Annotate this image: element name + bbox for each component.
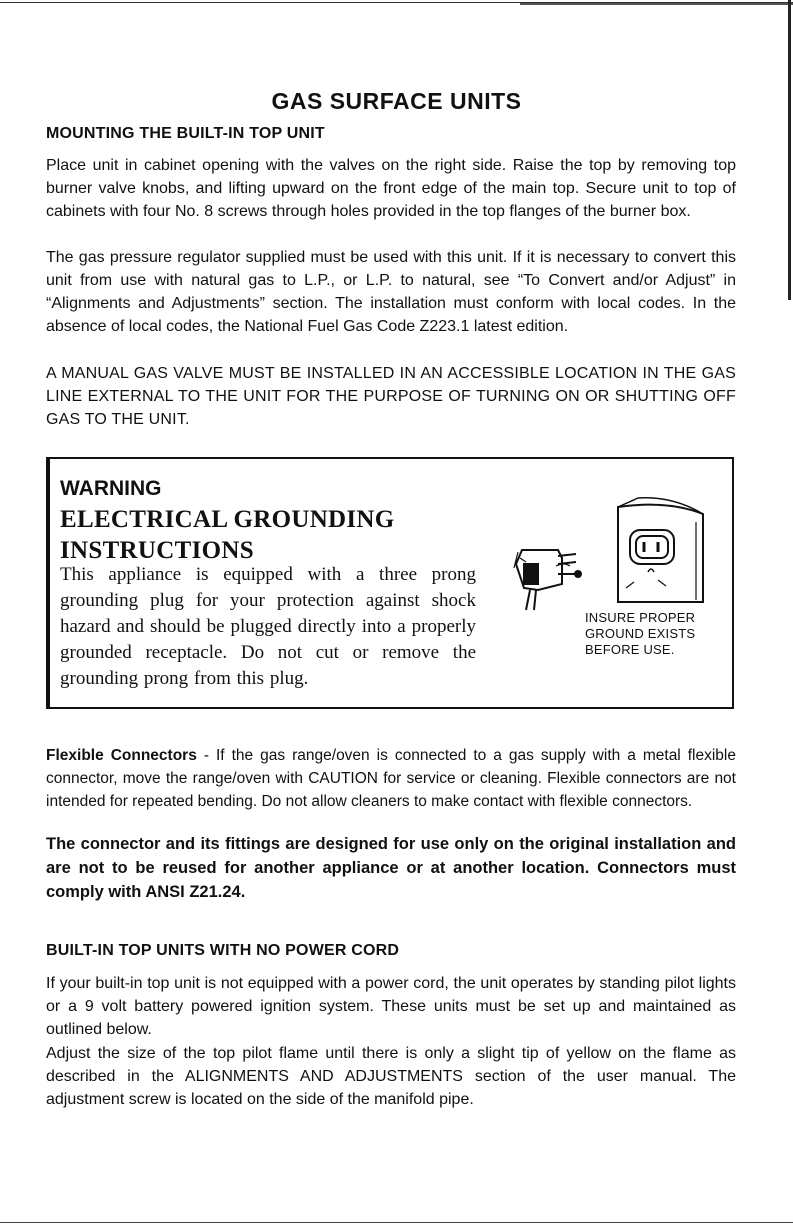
grounded-receptacle-icon <box>618 498 703 602</box>
flexible-connectors-text: - If the gas range/oven is connected to a gas supply with a metal flexible connector, move the range/oven with CAUTION for service or cleaning. Flexible connectors are not intended for repeated bending. Do not allow cleaners to make contact with flexible connectors. <box>46 747 736 810</box>
flexible-connectors-paragraph <box>46 744 736 813</box>
mounting-paragraph-2: The gas pressure regulator supplied must be used with this unit. If it is necessary to convert this unit from use with natural gas to L.P., or L.P. to natural, see “To Convert and/or Adjust” in “Alignments and Adjustments” section. The installation must conform with local codes. In the absence of local codes, the National Fuel Gas Code Z223.1 latest edition. <box>46 249 736 335</box>
mounting-paragraph-1: Place unit in cabinet opening with the valves on the right side. Raise the top by removing top burner valve knobs, and lifting upward on the front edge of the main top. Secure unit to top of cabinets with four No. 8 screws through holes provided in the top flanges of the burner box. <box>46 157 736 220</box>
top-border-accent <box>520 3 793 5</box>
bottom-border-line <box>0 1222 793 1223</box>
warning-body: This appliance is equipped with a three prong grounding plug for your protection against shock hazard and should be plugged directly into a properly grounded receptacle. Do not cut or remove the grounding prong from this plug. <box>60 564 476 689</box>
warning-label: WARNING <box>60 477 162 500</box>
flexible-connectors-lead: Flexible Connectors <box>46 747 197 764</box>
pilot-flame-paragraph: Adjust the size of the top pilot flame until there is only a slight tip of yellow on the flame as described in the ALIGNMENTS AND ADJUSTMENTS section of the user manual. The adjustment screw is located on the side of the manifold pipe. <box>46 1045 736 1108</box>
warning-heading: ELECTRICAL GROUNDING INSTRUCTIONS <box>60 506 395 564</box>
warning-box-left-bar <box>46 457 50 709</box>
grounding-plug-illustration <box>498 492 713 617</box>
figure-caption: INSURE PROPER GROUND EXISTS BEFORE USE. <box>585 610 696 657</box>
right-border-line <box>788 0 791 300</box>
mounting-heading: MOUNTING THE BUILT-IN TOP UNIT <box>46 125 325 142</box>
no-power-cord-paragraph-1: If your built-in top unit is not equipped with a power cord, the unit operates by standing pilot lights or a 9 volt battery powered ignition system. These units must be set up and maintained as outlined below. <box>46 975 736 1038</box>
manual-gas-valve-notice: A MANUAL GAS VALVE MUST BE INSTALLED IN AN ACCESSIBLE LOCATION IN THE GAS LINE EXTERNAL TO THE UNIT FOR THE PURPOSE OF TURNING ON OR SHUTTING OFF GAS TO THE UNIT. <box>46 365 736 428</box>
page-title: GAS SURFACE UNITS <box>271 88 522 114</box>
no-power-cord-heading: BUILT-IN TOP UNITS WITH NO POWER CORD <box>46 942 400 959</box>
connector-reuse-warning: The connector and its fittings are designed for use only on the original installation and are not to be reused for another appliance or at another location. Connectors must comply with ANSI Z21.24. <box>46 835 736 901</box>
three-prong-plug-icon <box>514 550 581 610</box>
